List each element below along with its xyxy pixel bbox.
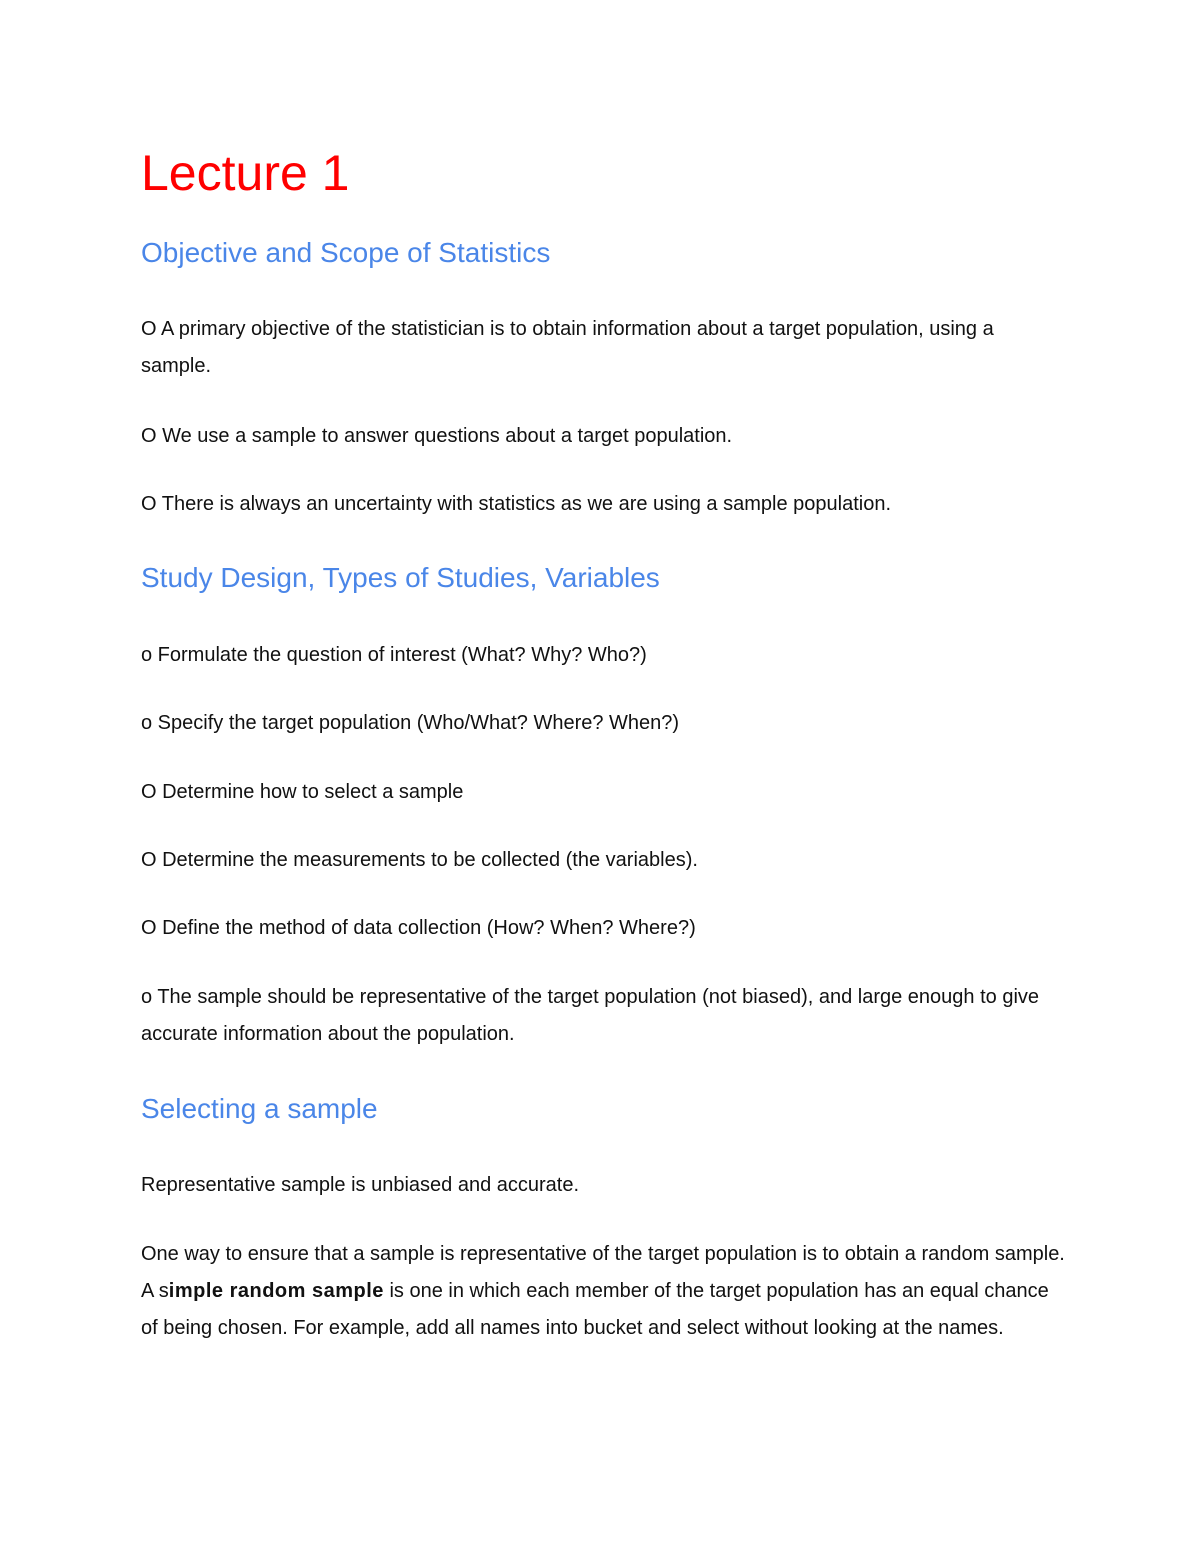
paragraph: O Define the method of data collection (How? When? Where?)	[141, 917, 696, 939]
paragraph: O Determine how to select a sample	[141, 781, 464, 803]
random-sample-paragraph	[141, 1236, 1066, 1347]
section-heading-selecting-sample: Selecting a sample	[141, 1093, 378, 1124]
paragraph: Representative sample is unbiased and accurate.	[141, 1174, 580, 1196]
paragraph: O We use a sample to answer questions about a target population.	[141, 425, 733, 447]
paragraph: O A primary objective of the statistician is to obtain information about a target population, using a sample.	[141, 318, 994, 377]
paragraph-text: is one in which each member of the target population has an equal chance of being chosen. For example, add all names into bucket and select without looking at the names.	[141, 1280, 1049, 1339]
paragraph: o The sample should be representative of the target population (not biased), and large enough to give accurate information about the population.	[141, 986, 1040, 1045]
section-heading-study-design: Study Design, Types of Studies, Variables	[141, 562, 660, 593]
paragraph: O There is always an uncertainty with statistics as we are using a sample population.	[141, 493, 891, 515]
paragraph: o Formulate the question of interest (What? Why? Who?)	[141, 644, 647, 666]
paragraph-text: One way to ensure that a sample is representative of the target population is to obtain a random sample. A s	[141, 1243, 1065, 1302]
page-title: Lecture 1	[141, 145, 350, 201]
section-heading-objective: Objective and Scope of Statistics	[141, 237, 551, 268]
bold-term: imple random sample	[168, 1280, 384, 1302]
paragraph: o Specify the target population (Who/What? Where? When?)	[141, 712, 680, 734]
paragraph: O Determine the measurements to be collected (the variables).	[141, 849, 698, 871]
